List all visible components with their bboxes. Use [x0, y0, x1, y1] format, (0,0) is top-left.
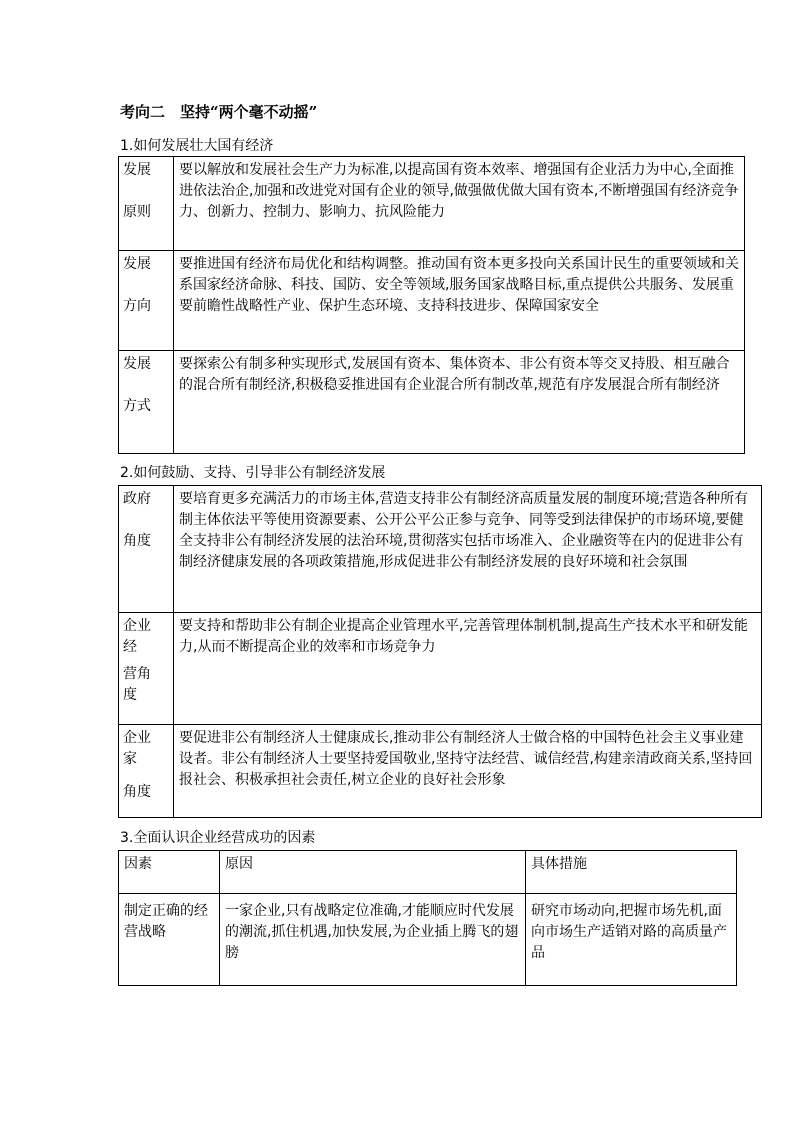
section3-table	[118, 850, 737, 986]
row-content: 要探索公有制多种实现形式,发展国有资本、集体资本、非公有资本等交叉持股、相互融合的混合所有制经济,积极稳妥推进国有企业混合所有制改革,规范有序发展混合所有制经济	[174, 351, 745, 454]
table-header-row	[119, 851, 737, 894]
row-content: 要支持和帮助非公有制企业提高企业管理水平,完善管理体制机制,提高生产技术水平和研发能力,从而不断提高企业的效率和市场竞争力	[174, 613, 762, 725]
table-row	[119, 894, 737, 986]
section1-table	[118, 156, 745, 454]
header-factor: 因素	[119, 851, 220, 894]
page-title: 考向二 坚持“两个毫不动摇”	[120, 103, 318, 121]
row-label: 政府 角度	[119, 486, 174, 613]
cell-factor: 制定正确的经营战略	[119, 894, 220, 986]
row-label: 发展 方向	[119, 251, 174, 351]
row-label: 企业 经 营角 度	[119, 613, 174, 725]
section2-table	[118, 485, 762, 818]
row-content: 要推进国有经济布局优化和结构调整。推动国有资本更多投向关系国计民生的重要领域和关系国家经济命脉、科技、国防、安全等领域,服务国家战略目标,重点提供公共服务、发展重要前瞻性战略性产业、保护生态环境、支持科技进步、保障国家安全	[174, 251, 745, 351]
row-content: 要培育更多充满活力的市场主体,营造支持非公有制经济高质量发展的制度环境;营造各种所有制主体依法平等使用资源要素、公开公平公正参与竞争、同等受到法律保护的市场环境,要健全支持非公有制经济发展的法治环境,贯彻落实包括市场准入、企业融资等在内的促进非公有制经济健康发展的各项政策措施,形成促进非公有制经济发展的良好环境和社会氛围	[174, 486, 762, 613]
table-row	[119, 725, 762, 818]
row-label: 发展 方式	[119, 351, 174, 454]
header-measure: 具体措施	[526, 851, 737, 894]
cell-reason: 一家企业,只有战略定位准确,才能顺应时代发展的潮流,抓住机遇,加快发展,为企业插上腾飞的翅膀	[220, 894, 526, 986]
table-row	[119, 351, 745, 454]
section2-heading: 2.如何鼓励、支持、引导非公有制经济发展	[120, 465, 386, 481]
section3-heading: 3.全面认识企业经营成功的因素	[120, 830, 316, 846]
table-row	[119, 251, 745, 351]
cell-measure: 研究市场动向,把握市场先机,面向市场生产适销对路的高质量产品	[526, 894, 737, 986]
section1-heading: 1.如何发展壮大国有经济	[120, 138, 274, 154]
row-label: 发展 原则	[119, 157, 174, 251]
row-content: 要促进非公有制经济人士健康成长,推动非公有制经济人士做合格的中国特色社会主义事业建设者。非公有制经济人士要坚持爱国敬业,坚持守法经营、诚信经营,构建亲清政商关系,坚持回报社会、积极承担社会责任,树立企业的良好社会形象	[174, 725, 762, 818]
table-row	[119, 613, 762, 725]
table-row	[119, 486, 762, 613]
table-row	[119, 157, 745, 251]
row-label: 企业 家 角度	[119, 725, 174, 818]
header-reason: 原因	[220, 851, 526, 894]
row-content: 要以解放和发展社会生产力为标准,以提高国有资本效率、增强国有企业活力为中心,全面推进依法治企,加强和改进党对国有企业的领导,做强做优做大国有资本,不断增强国有经济竞争力、创新力、控制力、影响力、抗风险能力	[174, 157, 745, 251]
